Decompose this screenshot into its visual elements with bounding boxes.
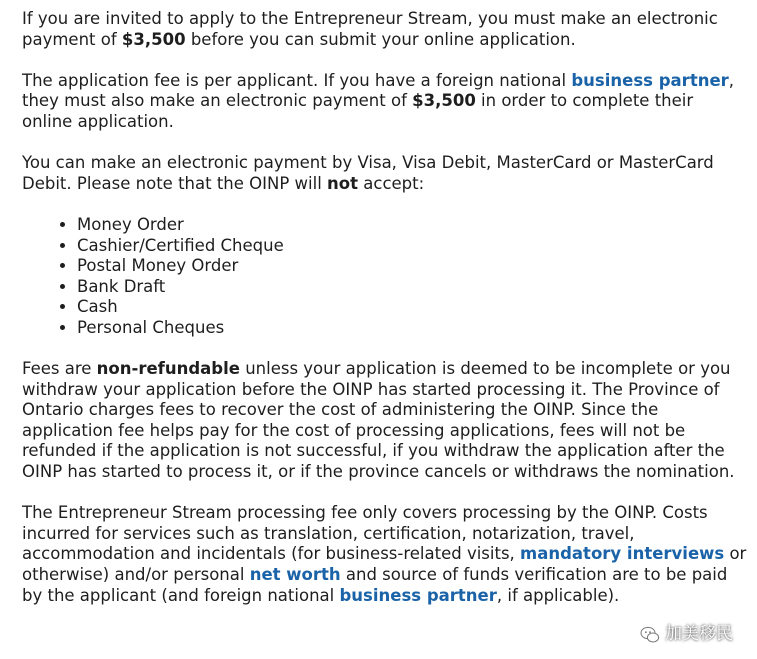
paragraph-payment-methods [22, 153, 747, 194]
text-segment: The Entrepreneur Stream processing fee only covers processing by the OINP. Costs incurred for services such as translation, certification, notarization, travel, accommodation and incidentals (for business-related visits, [22, 503, 708, 564]
emphasis-non-refundable: non-refundable [96, 359, 240, 379]
text-segment: or otherwise) and/or personal [22, 544, 747, 585]
net-worth-link[interactable]: net worth [249, 565, 341, 585]
text-segment: , if applicable). [496, 585, 620, 605]
wechat-icon [640, 625, 660, 645]
list-item: • Personal Cheques [77, 318, 747, 339]
fee-amount: $3,500 [412, 91, 476, 111]
mandatory-interviews-link[interactable]: mandatory interviews [520, 544, 725, 564]
paragraph-other-costs [22, 503, 747, 606]
business-partner-link[interactable]: business partner [571, 70, 729, 90]
fee-amount: $3,500 [121, 29, 186, 49]
list-item: • Money Order [77, 215, 747, 236]
not-accepted-list [22, 215, 747, 339]
text-segment: Fees are [22, 359, 97, 379]
emphasis-not: not [327, 173, 359, 193]
list-item: • Bank Draft [77, 277, 747, 298]
paragraph-per-applicant [22, 71, 747, 133]
text-segment: You can make an electronic payment by Visa, Visa Debit, MasterCard or MasterCard Debit. Please note that the OINP will [22, 153, 714, 193]
text-segment: unless your application is deemed to be incomplete or you withdraw your application before the OINP has started processing it. The Province of Ontario charges fees to recover the cost of administering the OINP. Since the application fee helps pay for the cost of processing applications, fees will not be refunded if the application is not successful, if you withdraw the application after the OINP has started to process it, or if the province cancels or withdraws the nomination. [22, 359, 735, 482]
text-segment: before you can submit your online application. [185, 29, 576, 49]
business-partner-link[interactable]: business partner [339, 585, 497, 605]
text-segment: The application fee is per applicant. If you have a foreign national [22, 70, 572, 90]
text-segment: accept: [358, 173, 425, 193]
paragraph-payment-requirement [22, 9, 747, 50]
watermark-text: 加美移民 [665, 624, 733, 645]
list-item: • Postal Money Order [77, 256, 747, 277]
list-item: • Cashier/Certified Cheque [77, 236, 747, 257]
watermark [640, 624, 733, 645]
text-segment: If you are invited to apply to the Entrepreneur Stream, you must make an electronic payment of [22, 9, 718, 49]
text-segment: in order to complete their online application. [22, 91, 694, 131]
document-body [22, 9, 747, 627]
text-segment: , they must also make an electronic payment of [22, 70, 735, 111]
list-item: • Cash [77, 297, 747, 318]
paragraph-refund-policy [22, 359, 747, 483]
text-segment: and source of funds verification are to be paid by the applicant (and foreign national [22, 565, 728, 605]
